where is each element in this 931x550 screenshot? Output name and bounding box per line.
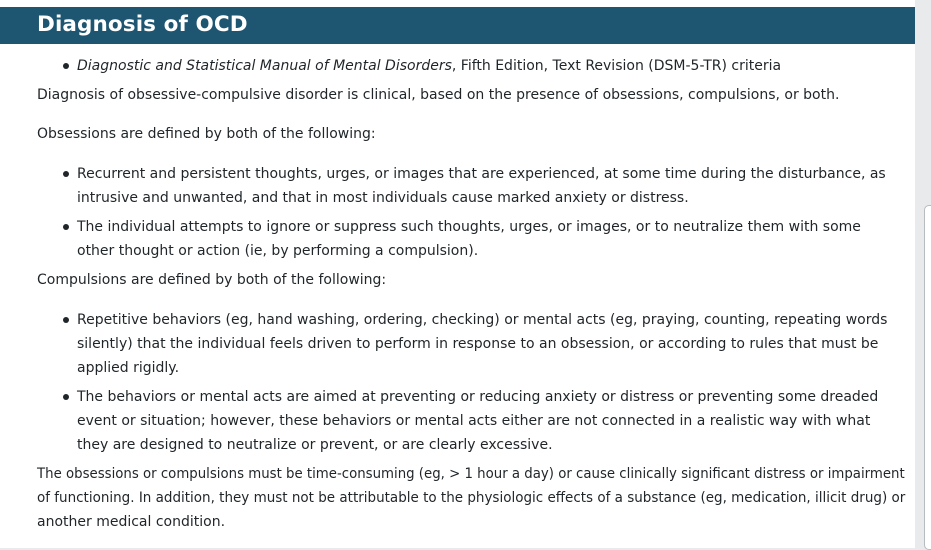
compulsion-item-1-line-1: Repetitive behaviors (eg, hand washing, ordering, checking) or mental acts (eg, praying, counting, repeating words [77,312,888,328]
obsession-item-1-line-2: intrusive and unwanted, and that in most individuals cause marked anxiety or distress. [77,190,689,206]
bullet-marker [63,171,69,177]
obsessions-heading: Obsessions are defined by both of the following: [37,126,376,142]
compulsion-item-1-line-3: applied rigidly. [77,360,180,376]
bullet-marker [63,317,69,323]
closing-line-1: The obsessions or compulsions must be time-consuming (eg, > 1 hour a day) or cause clinically significant distress or impairment [37,466,905,482]
bullet-marker [63,394,69,400]
compulsion-item-2-line-3: they are designed to neutralize or prevent, or are clearly excessive. [77,437,553,453]
criteria-source-rest: , Fifth Edition, Text Revision (DSM-5-TR) criteria [451,58,782,74]
obsession-item-1-line-1: Recurrent and persistent thoughts, urges, or images that are experienced, at some time during the disturbance, as [77,166,886,182]
obsession-item-2-line-1: The individual attempts to ignore or suppress such thoughts, urges, or images, or to neutralize them with some [77,219,861,235]
bullet-marker [63,224,69,230]
criteria-source [77,54,781,78]
closing-line-3: another medical condition. [37,514,226,530]
criteria-source-italic: Diagnostic and Statistical Manual of Mental Disorders [77,58,452,74]
section-title: Diagnosis of OCD [37,12,248,37]
intro-paragraph: Diagnosis of obsessive-compulsive disorder is clinical, based on the presence of obsessions, compulsions, or both. [37,87,840,103]
bullet-marker [63,63,69,69]
side-panel-edge [924,205,931,550]
compulsion-item-2-line-1: The behaviors or mental acts are aimed at preventing or reducing anxiety or distress or preventing some dreaded [77,389,879,405]
compulsion-item-1-line-2: silently) that the individual feels driven to perform in response to an obsession, or according to rules that must be [77,336,879,352]
obsession-item-2-line-2: other thought or action (ie, by performing a compulsion). [77,243,479,259]
compulsions-heading: Compulsions are defined by both of the following: [37,272,387,288]
closing-line-2: of functioning. In addition, they must not be attributable to the physiologic effects of a substance (eg, medication, illicit drug) or [37,490,906,506]
compulsion-item-2-line-2: event or situation; however, these behaviors or mental acts either are not connected in a realistic way with what [77,413,871,429]
